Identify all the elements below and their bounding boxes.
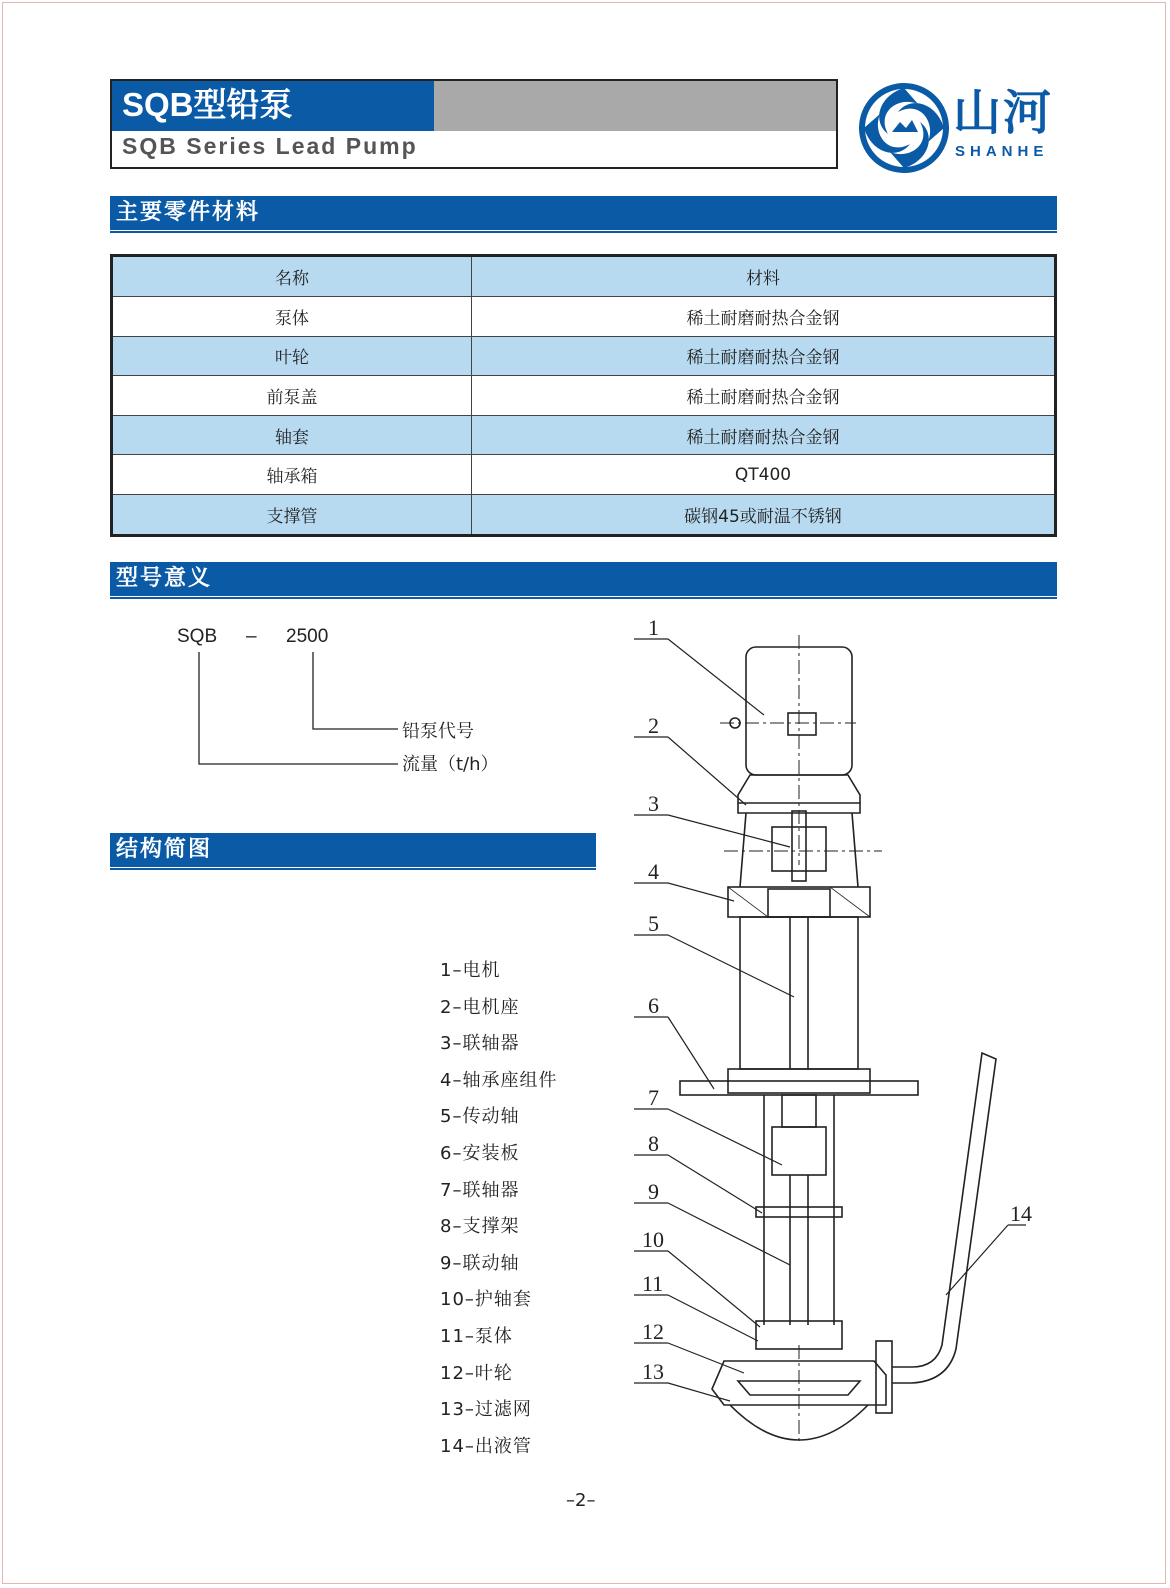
lower-coupling-shape (772, 1127, 826, 1175)
callout-14: 14 (1010, 1201, 1032, 1226)
part-name: 轴套 (112, 415, 472, 455)
list-item: 5–传动轴 (440, 1106, 520, 1128)
list-item: 10–护轴套 (440, 1289, 532, 1311)
title-cn: SQB型铅泵 (112, 81, 434, 131)
model-prefix: SQB (177, 626, 218, 647)
callout-8: 8 (648, 1131, 659, 1156)
part-name: 前泵盖 (112, 376, 472, 416)
part-material: 稀土耐磨耐热合金钢 (472, 376, 1056, 416)
shaft-sleeve-shape (756, 1321, 842, 1349)
list-item: 4–轴承座组件 (440, 1069, 558, 1091)
callout-13: 13 (642, 1359, 664, 1384)
callout-11: 11 (642, 1271, 664, 1296)
part-name: 叶轮 (112, 336, 472, 376)
list-item: 8–支撑架 (440, 1216, 520, 1238)
part-material: 稀土耐磨耐热合金钢 (472, 415, 1056, 455)
part-name: 轴承箱 (112, 455, 472, 495)
logo-text-cn: 山河 (953, 87, 1054, 140)
logo-text-en: SHANHE (955, 143, 1049, 160)
list-item: 12–叶轮 (440, 1362, 513, 1384)
part-name: 支撑管 (112, 494, 472, 535)
callout-9: 9 (648, 1179, 659, 1204)
meaning-number: 铅泵代号 (402, 721, 474, 742)
list-item: 2–电机座 (440, 996, 520, 1018)
column-header-name: 名称 (112, 256, 472, 297)
callout-7: 7 (648, 1085, 659, 1110)
list-item: 7–联轴器 (440, 1179, 520, 1201)
callout-1: 1 (648, 615, 659, 640)
model-dash: – (246, 626, 257, 647)
part-material: 稀土耐磨耐热合金钢 (472, 297, 1056, 337)
section-structure-heading: 结构简图 (110, 833, 596, 867)
callout-4: 4 (648, 859, 659, 884)
meaning-prefix: 流量（t/h） (402, 754, 499, 775)
list-item: 13–过滤网 (440, 1399, 532, 1421)
callout-3: 3 (648, 791, 659, 816)
list-item: 3–联轴器 (440, 1033, 520, 1055)
callout-6: 6 (648, 993, 659, 1018)
part-material: 碳钢45或耐温不锈钢 (472, 494, 1056, 535)
title-en: SQB Series Lead Pump (122, 133, 418, 159)
section-materials-heading: 主要零件材料 (110, 196, 1057, 230)
page-number: –2– (566, 1490, 596, 1511)
support-frame-shape (756, 1207, 842, 1217)
column-header-material: 材料 (472, 256, 1056, 297)
callout-2: 2 (648, 713, 659, 738)
part-material: QT400 (472, 455, 1056, 495)
callout-5: 5 (648, 911, 659, 936)
list-item: 6–安装板 (440, 1142, 520, 1164)
list-item: 9–联动轴 (440, 1252, 520, 1274)
callout-12: 12 (642, 1319, 664, 1344)
list-item: 11–泵体 (440, 1325, 513, 1347)
bearing-seat-shape (728, 887, 870, 917)
outlet-pipe-shape (892, 1053, 996, 1383)
list-item: 14–出液管 (440, 1435, 532, 1457)
part-material: 稀土耐磨耐热合金钢 (472, 336, 1056, 376)
shaft-housing-shape (740, 917, 858, 1069)
part-name: 泵体 (112, 297, 472, 337)
pump-structure-diagram (620, 605, 1040, 1450)
callout-10: 10 (642, 1227, 664, 1252)
list-item: 1–电机 (440, 960, 501, 981)
section-model-heading: 型号意义 (110, 562, 1057, 596)
parts-list (440, 960, 557, 1472)
model-number: 2500 (286, 626, 329, 647)
